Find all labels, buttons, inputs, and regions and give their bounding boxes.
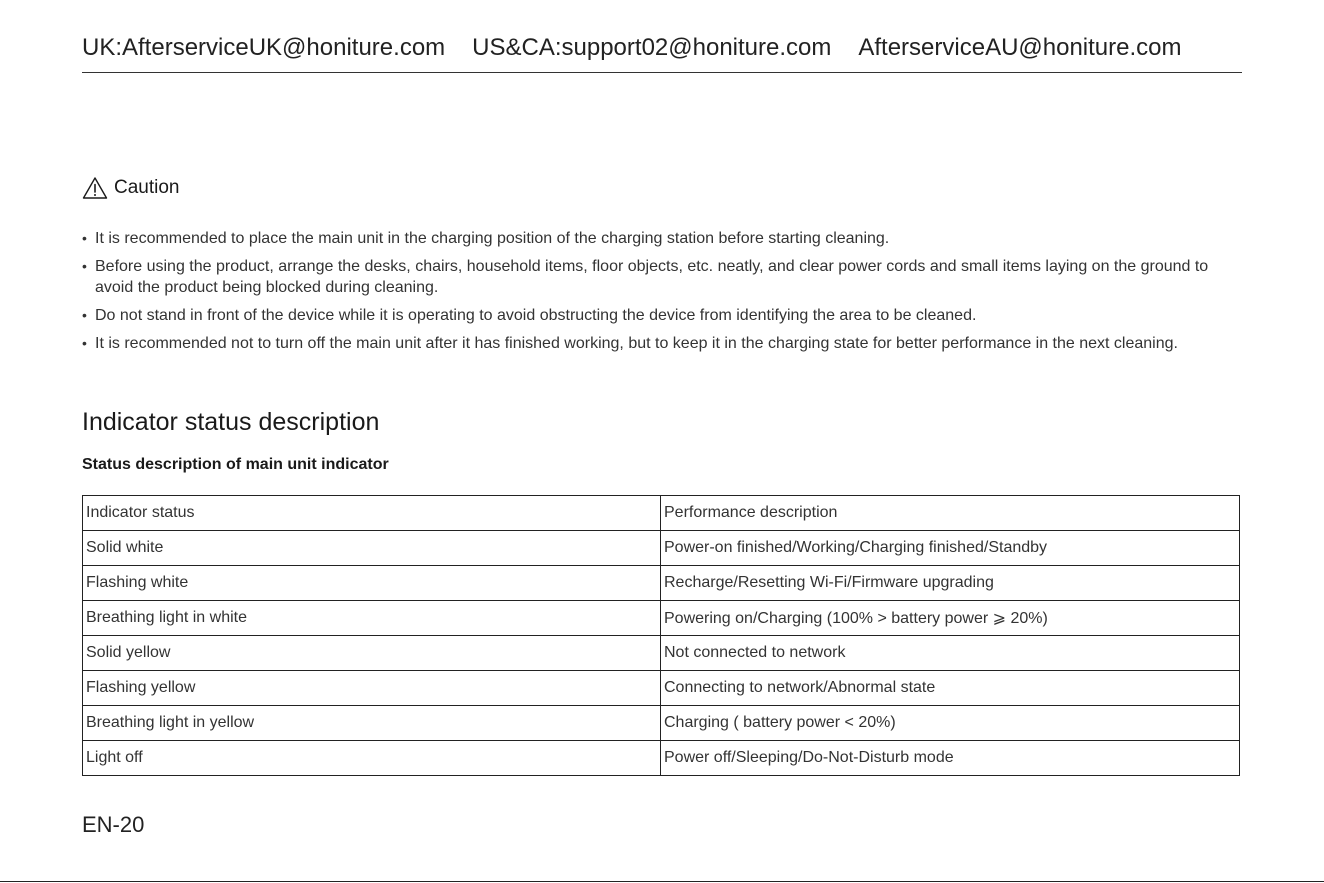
caution-heading — [82, 176, 180, 200]
description-cell: Power-on finished/Working/Charging finished/Standby — [661, 531, 1240, 566]
caution-item: • It is recommended to place the main unit in the charging position of the charging station before starting cleaning. — [82, 228, 1244, 249]
table-title: Status description of main unit indicator — [82, 456, 389, 473]
table-row — [83, 531, 1240, 566]
description-cell: Not connected to network — [661, 636, 1240, 671]
table-row — [83, 706, 1240, 741]
table-row — [83, 636, 1240, 671]
page-number: EN-20 — [82, 812, 145, 837]
indicator-cell: Solid yellow — [83, 636, 661, 671]
table-row — [83, 741, 1240, 776]
indicator-cell: Flashing yellow — [83, 671, 661, 706]
description-cell: Power off/Sleeping/Do-Not-Disturb mode — [661, 741, 1240, 776]
contact-au[interactable]: AfterserviceAU@honiture.com — [858, 34, 1182, 61]
indicator-cell: Breathing light in yellow — [83, 706, 661, 741]
caution-item: • It is recommended not to turn off the main unit after it has finished working, but to keep it in the charging state for better performance in the next cleaning. — [82, 333, 1244, 354]
contact-us-ca[interactable]: US&CA:support02@honiture.com — [472, 34, 832, 61]
table-row — [83, 671, 1240, 706]
header-cell-performance-description: Performance description — [661, 496, 1240, 531]
bottom-divider — [0, 881, 1324, 882]
description-cell: Connecting to network/Abnormal state — [661, 671, 1240, 706]
caution-title: Caution — [114, 177, 180, 198]
table-header-row — [83, 496, 1240, 531]
table-row — [83, 566, 1240, 601]
table-row — [83, 601, 1240, 636]
caution-item: • Before using the product, arrange the desks, chairs, household items, floor objects, etc. neatly, and clear power cords and small items laying on the ground to avoid the product being blocked during cleaning. — [82, 256, 1244, 298]
contact-header — [82, 34, 1242, 73]
indicator-cell: Flashing white — [83, 566, 661, 601]
warning-triangle-icon — [82, 176, 108, 200]
description-cell: Powering on/Charging (100% > battery power ⩾ 20%) — [661, 601, 1240, 636]
description-cell: Charging ( battery power < 20%) — [661, 706, 1240, 741]
indicator-cell: Light off — [83, 741, 661, 776]
description-cell: Recharge/Resetting Wi-Fi/Firmware upgrading — [661, 566, 1240, 601]
header-cell-indicator-status: Indicator status — [83, 496, 661, 531]
section-title: Indicator status description — [82, 408, 380, 436]
indicator-cell: Solid white — [83, 531, 661, 566]
caution-list — [82, 228, 1244, 361]
indicator-cell: Breathing light in white — [83, 601, 661, 636]
caution-item: • Do not stand in front of the device while it is operating to avoid obstructing the device from identifying the area to be cleaned. — [82, 305, 1244, 326]
contact-uk[interactable]: UK:AfterserviceUK@honiture.com — [82, 34, 446, 61]
indicator-status-table — [82, 495, 1240, 776]
